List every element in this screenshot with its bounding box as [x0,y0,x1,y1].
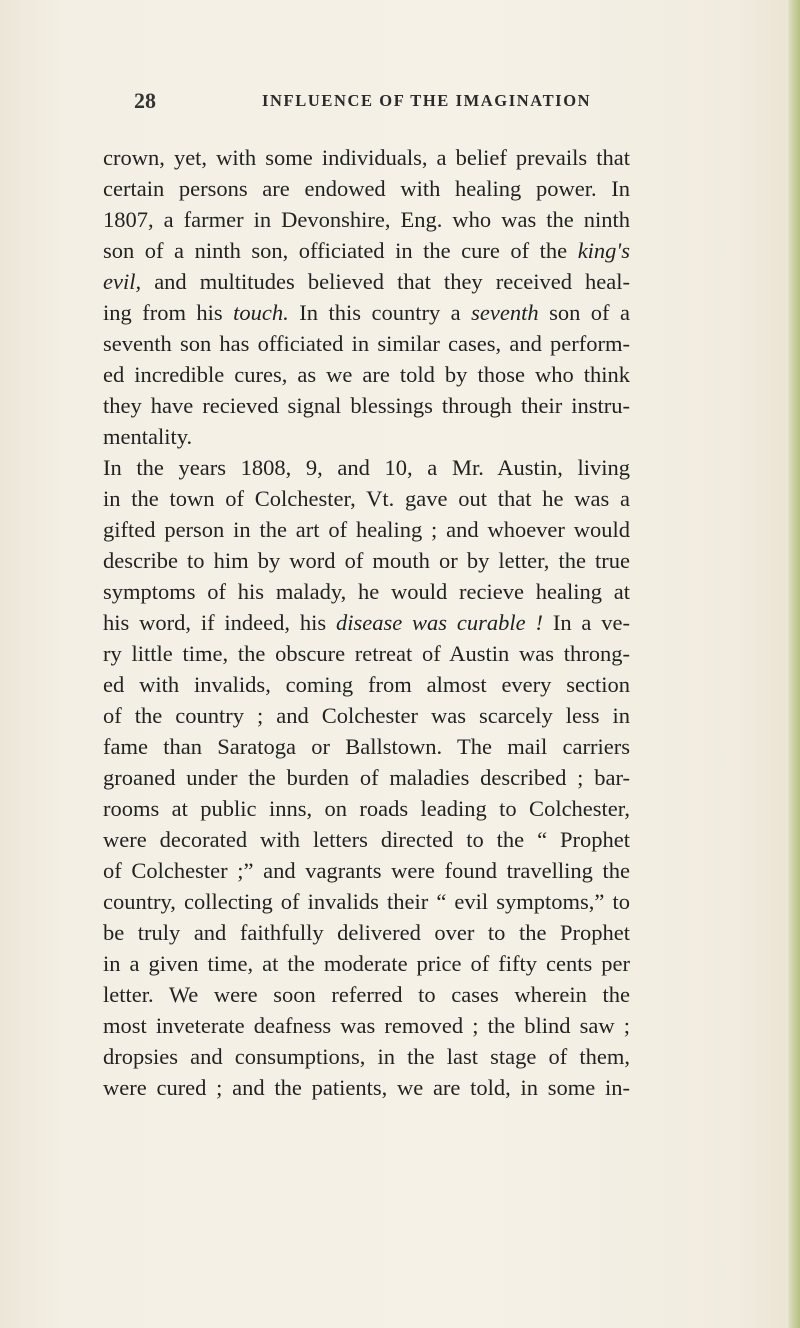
text-segment: describe to him by word of mouth or by letter, the true [103,548,630,573]
text-segment: were cured ; and the patients, we are told, in some in- [103,1075,630,1100]
text-line [103,204,630,235]
text-segment: gifted person in the art of healing ; and whoever would [103,517,630,542]
text-segment: his word, if indeed, his [103,610,336,635]
text-line [103,173,630,204]
text-segment: mentality. [103,424,193,449]
running-head: INFLUENCE OF THE IMAGINATION [262,91,592,110]
text-line [103,731,630,762]
text-segment: most inveterate deafness was removed ; the blind saw ; [103,1013,630,1038]
text-segment: in the town of Colchester, Vt. gave out that he was a [103,486,630,511]
text-line [103,142,630,173]
italic-text: seventh [471,300,539,325]
text-segment: ed incredible cures, as we are told by those who think [103,362,630,387]
italic-text: touch. [233,300,289,325]
text-segment: of the country ; and Colchester was scarcely less in [103,703,630,728]
text-line [103,483,630,514]
text-segment: ry little time, the obscure retreat of Austin was throng- [103,641,630,666]
italic-text: disease was curable ! [335,610,543,635]
text-line [103,855,630,886]
text-line [103,638,630,669]
text-segment: seventh son has officiated in similar cases, and perform- [103,331,630,356]
italic-text: king's [577,238,630,263]
text-segment: be truly and faithfully delivered over to the Prophet [103,920,630,945]
body-text [103,142,630,1103]
text-segment: ed with invalids, coming from almost every section [103,672,630,697]
text-line [103,514,630,545]
text-segment: and multitudes believed that they received heal- [141,269,630,294]
text-segment: groaned under the burden of maladies described ; bar- [103,765,630,790]
text-line [103,235,630,266]
text-line [103,297,630,328]
text-segment: crown, yet, with some individuals, a belief prevails that [103,145,630,170]
text-line [103,886,630,917]
text-segment: they have recieved signal blessings through their instru- [103,393,630,418]
text-line [103,1010,630,1041]
text-line [103,421,630,452]
text-line [103,266,630,297]
text-segment: country, collecting of invalids their “ evil symptoms,” to [103,889,630,914]
text-segment: rooms at public inns, on roads leading to Colchester, [103,796,630,821]
text-segment: 1807, a farmer in Devonshire, Eng. who was the ninth [103,207,630,232]
text-line [103,793,630,824]
text-segment: in a given time, at the moderate price of fifty cents per [103,951,630,976]
text-line [103,979,630,1010]
text-segment: In a ve- [542,610,630,635]
text-line [103,948,630,979]
page-number: 28 [134,88,156,113]
text-segment: symptoms of his malady, he would recieve healing at [103,579,630,604]
page-edge [786,0,800,1328]
text-segment: were decorated with letters directed to the “ Prophet [103,827,630,852]
italic-text: evil, [103,269,142,294]
text-segment: son of a ninth son, officiated in the cure of the [103,238,578,263]
text-segment: In the years 1808, 9, and 10, a Mr. Austin, living [103,455,630,480]
page-header [134,88,634,114]
text-segment: letter. We were soon referred to cases wherein the [103,982,630,1007]
text-segment: certain persons are endowed with healing power. In [103,176,630,201]
text-line [103,545,630,576]
text-line [103,1041,630,1072]
text-line [103,576,630,607]
text-line [103,762,630,793]
text-line [103,328,630,359]
text-line [103,669,630,700]
text-segment: In this country a [288,300,472,325]
text-segment: ing from his [103,300,234,325]
text-line [103,390,630,421]
text-line [103,824,630,855]
text-line [103,607,630,638]
text-line [103,917,630,948]
text-segment: son of a [538,300,630,325]
text-line [103,359,630,390]
text-line [103,1072,630,1103]
text-segment: fame than Saratoga or Ballstown. The mail carriers [103,734,630,759]
text-segment: of Colchester ;” and vagrants were found travelling the [103,858,630,883]
text-line [103,452,630,483]
text-line [103,700,630,731]
text-segment: dropsies and consumptions, in the last stage of them, [103,1044,630,1069]
